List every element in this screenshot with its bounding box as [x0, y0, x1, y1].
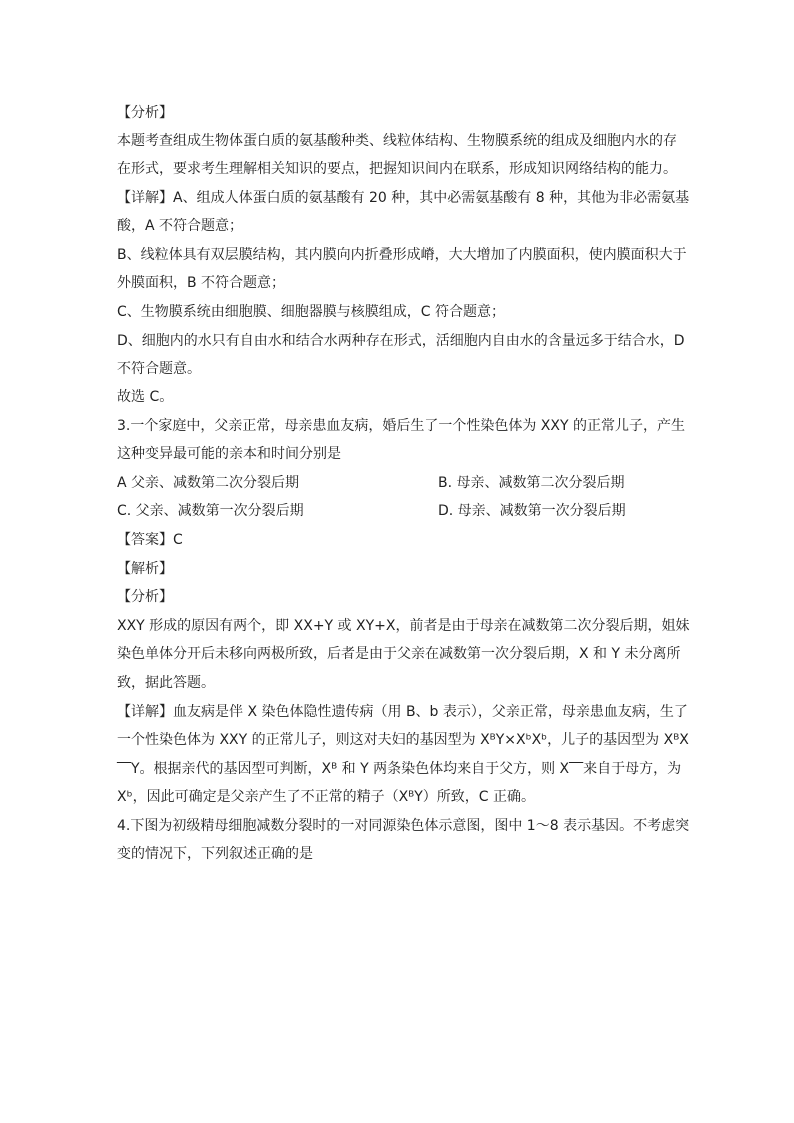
paragraph-line: 不符合题意。: [117, 361, 201, 377]
paragraph-line: ‾‾Y。根据亲代的基因型可判断，Xᴮ 和 Y 两条染色体均来自于父方，则 X‾‾来自于母方，为: [117, 761, 682, 777]
paragraph-line: 外膜面积，B 不符合题意；: [117, 275, 286, 291]
question-3-text: 3.一个家庭中，父亲正常，母亲患血友病，婚后生了一个性染色体为 XXY 的正常儿子，产生: [117, 418, 685, 434]
paragraph-line: 在形式，要求考生理解相关知识的要点，把握知识间内在联系，形成知识网络结构的能力。: [117, 161, 677, 177]
paragraph-line: C、生物膜系统由细胞膜、细胞器膜与核膜组成，C 符合题意；: [117, 304, 505, 320]
paragraph-line: 【详解】血友病是伴 X 染色体隐性遗传病（用 B、b 表示），父亲正常，母亲患血友病，生了: [117, 704, 688, 720]
paragraph-line: 致，据此答题。: [117, 675, 215, 691]
section-heading-analysis: 【分析】: [117, 105, 173, 121]
paragraph-line: 染色单体分开后未移向两极所致，后者是由于父亲在减数第一次分裂后期，X 和 Y 未分离所: [117, 646, 681, 662]
paragraph-line: B、线粒体具有双层膜结构，其内膜向内折叠形成嵴，大大增加了内膜面积，使内膜面积大于: [117, 247, 687, 263]
question-4-text: 4.下图为初级精母细胞减数分裂时的一对同源染色体示意图，图中 1～8 表示基因。不考虑突: [117, 818, 690, 834]
option-c: C. 父亲、减数第一次分裂后期: [117, 503, 304, 519]
answer-choice-line: 故选 C。: [117, 389, 174, 405]
question-4-text: 变的情况下，下列叙述正确的是: [117, 846, 313, 862]
question-3-text: 这种变异最可能的亲本和时间分别是: [117, 446, 341, 462]
section-heading-explanation: 【解析】: [117, 561, 173, 577]
paragraph-line: D、细胞内的水只有自由水和结合水两种存在形式，活细胞内自由水的含量远多于结合水，D: [117, 333, 685, 349]
paragraph-line: 【详解】A、组成人体蛋白质的氨基酸有 20 种，其中必需氨基酸有 8 种，其他为非必需氨基: [117, 190, 690, 206]
option-b: B. 母亲、减数第二次分裂后期: [438, 475, 625, 491]
answer-label: 【答案】C: [117, 532, 183, 548]
paragraph-line: 酸，A 不符合题意；: [117, 218, 244, 234]
option-a: A 父亲、减数第二次分裂后期: [117, 475, 300, 491]
paragraph-line: Xᵇ，因此可确定是父亲产生了不正常的精子（XᴮY）所致，C 正确。: [117, 789, 536, 805]
section-heading-analysis: 【分析】: [117, 589, 173, 605]
option-d: D. 母亲、减数第一次分裂后期: [438, 503, 626, 519]
paragraph-line: XXY 形成的原因有两个，即 XX+Y 或 XY+X，前者是由于母亲在减数第二次分裂后期，姐妹: [117, 618, 690, 634]
paragraph-line: 本题考查组成生物体蛋白质的氨基酸种类、线粒体结构、生物膜系统的组成及细胞内水的存: [117, 133, 677, 149]
paragraph-line: 一个性染色体为 XXY 的正常儿子，则这对夫妇的基因型为 XᴮY×XᵇXᵇ，儿子的基因型为 XᴮX: [117, 732, 689, 748]
